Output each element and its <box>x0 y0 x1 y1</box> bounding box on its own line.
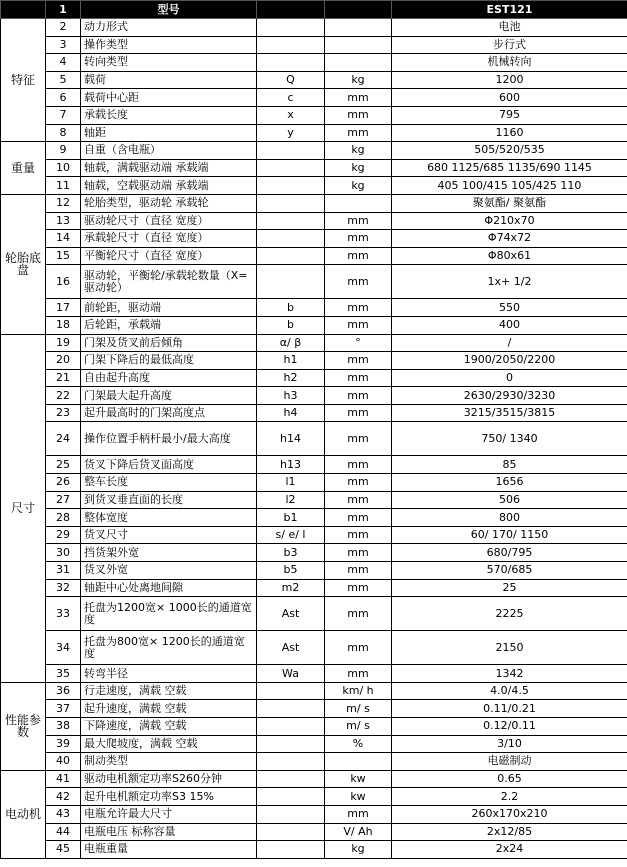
row-number-cell: 41 <box>46 770 81 788</box>
table-row <box>1 562 627 580</box>
unit-cell <box>325 19 392 37</box>
table-row <box>1 194 627 212</box>
item-name-cell: 驱动轮尺寸（直径 宽度） <box>81 212 257 230</box>
symbol-cell <box>257 718 325 736</box>
row-number-cell: 25 <box>46 456 81 474</box>
symbol-cell <box>257 194 325 212</box>
table-row <box>1 700 627 718</box>
table-row <box>1 299 627 317</box>
symbol-cell <box>257 36 325 54</box>
value-cell: 聚氨酯/ 聚氨酯 <box>392 194 627 212</box>
row-number-cell: 10 <box>46 159 81 177</box>
row-number-cell: 5 <box>46 71 81 89</box>
item-name-cell: 自由起升高度 <box>81 369 257 387</box>
symbol-cell: Q <box>257 71 325 89</box>
unit-cell: mm <box>325 597 392 631</box>
symbol-cell: h14 <box>257 422 325 456</box>
unit-cell: mm <box>325 579 392 597</box>
group-label: 电动机 <box>1 770 46 858</box>
table-row <box>1 265 627 299</box>
table-row <box>1 753 627 771</box>
group-label: 特征 <box>1 19 46 142</box>
symbol-cell <box>257 841 325 859</box>
item-name-cell: 承载轮尺寸（直径 宽度） <box>81 230 257 248</box>
unit-cell: mm <box>325 491 392 509</box>
row-number-cell: 22 <box>46 387 81 405</box>
row-number-cell: 28 <box>46 509 81 527</box>
item-name-cell: 电瓶允许最大尺寸 <box>81 805 257 823</box>
unit-cell: mm <box>325 665 392 683</box>
row-number-cell: 6 <box>46 89 81 107</box>
row-number-cell: 15 <box>46 247 81 265</box>
row-number-cell: 21 <box>46 369 81 387</box>
value-cell: 3215/3515/3815 <box>392 404 627 422</box>
value-cell: 680/795 <box>392 544 627 562</box>
item-name-cell: 货叉尺寸 <box>81 526 257 544</box>
row-number-cell: 32 <box>46 579 81 597</box>
row-number-cell: 38 <box>46 718 81 736</box>
value-cell: 60/ 170/ 1150 <box>392 526 627 544</box>
item-name-cell: 后轮距，承载端 <box>81 316 257 334</box>
value-cell: 3/10 <box>392 735 627 753</box>
table-row <box>1 159 627 177</box>
item-name-cell: 到货叉垂直面的长度 <box>81 491 257 509</box>
value-cell: Φ80x61 <box>392 247 627 265</box>
symbol-cell <box>257 212 325 230</box>
header-no: 1 <box>46 1 81 19</box>
item-name-cell: 前轮距，驱动端 <box>81 299 257 317</box>
unit-cell: mm <box>325 474 392 492</box>
table-row <box>1 665 627 683</box>
symbol-cell: α/ β <box>257 334 325 352</box>
value-cell: 750/ 1340 <box>392 422 627 456</box>
table-row <box>1 526 627 544</box>
item-name-cell: 整体宽度 <box>81 509 257 527</box>
value-cell: 2x24 <box>392 841 627 859</box>
symbol-cell: x <box>257 106 325 124</box>
symbol-cell: y <box>257 124 325 142</box>
value-cell: 1342 <box>392 665 627 683</box>
table-row <box>1 212 627 230</box>
value-cell: 步行式 <box>392 36 627 54</box>
row-number-cell: 9 <box>46 142 81 160</box>
value-cell: Φ74x72 <box>392 230 627 248</box>
table-row <box>1 387 627 405</box>
unit-cell: mm <box>325 369 392 387</box>
row-number-cell: 16 <box>46 265 81 299</box>
unit-cell: mm <box>325 352 392 370</box>
value-cell: 260x170x210 <box>392 805 627 823</box>
symbol-cell: m2 <box>257 579 325 597</box>
row-number-cell: 39 <box>46 735 81 753</box>
unit-cell: mm <box>325 509 392 527</box>
item-name-cell: 托盘为800宽× 1200长的通道宽度 <box>81 631 257 665</box>
item-name-cell: 平衡轮尺寸（直径 宽度） <box>81 247 257 265</box>
unit-cell: mm <box>325 230 392 248</box>
table-row <box>1 352 627 370</box>
table-row <box>1 544 627 562</box>
item-name-cell: 门架及货叉前后倾角 <box>81 334 257 352</box>
table-row <box>1 841 627 859</box>
unit-cell: mm <box>325 544 392 562</box>
row-number-cell: 13 <box>46 212 81 230</box>
unit-cell: mm <box>325 212 392 230</box>
symbol-cell <box>257 142 325 160</box>
row-number-cell: 42 <box>46 788 81 806</box>
unit-cell <box>325 36 392 54</box>
row-number-cell: 12 <box>46 194 81 212</box>
row-number-cell: 35 <box>46 665 81 683</box>
row-number-cell: 34 <box>46 631 81 665</box>
symbol-cell <box>257 230 325 248</box>
item-name-cell: 门架最大起升高度 <box>81 387 257 405</box>
value-cell: 1900/2050/2200 <box>392 352 627 370</box>
table-row <box>1 124 627 142</box>
value-cell: 2x12/85 <box>392 823 627 841</box>
value-cell: 2.2 <box>392 788 627 806</box>
value-cell: 1200 <box>392 71 627 89</box>
symbol-cell: Ast <box>257 631 325 665</box>
item-name-cell: 动力形式 <box>81 19 257 37</box>
item-name-cell: 操作类型 <box>81 36 257 54</box>
symbol-cell: b <box>257 316 325 334</box>
symbol-cell: h2 <box>257 369 325 387</box>
table-row <box>1 54 627 72</box>
row-number-cell: 7 <box>46 106 81 124</box>
table-row <box>1 823 627 841</box>
row-number-cell: 44 <box>46 823 81 841</box>
value-cell: 0.12/0.11 <box>392 718 627 736</box>
symbol-cell: h3 <box>257 387 325 405</box>
value-cell: 1656 <box>392 474 627 492</box>
table-row <box>1 474 627 492</box>
value-cell: 600 <box>392 89 627 107</box>
symbol-cell: h4 <box>257 404 325 422</box>
value-cell: 570/685 <box>392 562 627 580</box>
value-cell: 795 <box>392 106 627 124</box>
unit-cell: mm <box>325 299 392 317</box>
unit-cell <box>325 753 392 771</box>
symbol-cell <box>257 770 325 788</box>
value-cell: 505/520/535 <box>392 142 627 160</box>
value-cell: 800 <box>392 509 627 527</box>
item-name-cell: 轴载，空载驱动端 承载端 <box>81 177 257 195</box>
value-cell: 机械转向 <box>392 54 627 72</box>
value-cell: 405 100/415 105/425 110 <box>392 177 627 195</box>
unit-cell: mm <box>325 316 392 334</box>
item-name-cell: 整车长度 <box>81 474 257 492</box>
table-row <box>1 491 627 509</box>
value-cell: Φ210x70 <box>392 212 627 230</box>
item-name-cell: 操作位置手柄杆最小/最大高度 <box>81 422 257 456</box>
symbol-cell <box>257 788 325 806</box>
unit-cell: mm <box>325 265 392 299</box>
unit-cell: kg <box>325 71 392 89</box>
table-row <box>1 404 627 422</box>
value-cell: 2150 <box>392 631 627 665</box>
symbol-cell: Ast <box>257 597 325 631</box>
value-cell: 电磁制动 <box>392 753 627 771</box>
item-name-cell: 门架下降后的最低高度 <box>81 352 257 370</box>
row-number-cell: 43 <box>46 805 81 823</box>
row-number-cell: 23 <box>46 404 81 422</box>
row-number-cell: 19 <box>46 334 81 352</box>
item-name-cell: 制动类型 <box>81 753 257 771</box>
row-number-cell: 3 <box>46 36 81 54</box>
symbol-cell <box>257 54 325 72</box>
item-name-cell: 转弯半径 <box>81 665 257 683</box>
unit-cell: m/ s <box>325 718 392 736</box>
item-name-cell: 起升最高时的门架高度点 <box>81 404 257 422</box>
symbol-cell <box>257 823 325 841</box>
symbol-cell <box>257 735 325 753</box>
item-name-cell: 驱动轮，平衡轮/承载轮数量（X=驱动轮） <box>81 265 257 299</box>
item-name-cell: 挡货架外宽 <box>81 544 257 562</box>
symbol-cell: b3 <box>257 544 325 562</box>
row-number-cell: 29 <box>46 526 81 544</box>
table-row <box>1 579 627 597</box>
row-number-cell: 36 <box>46 682 81 700</box>
symbol-cell <box>257 682 325 700</box>
value-cell: 85 <box>392 456 627 474</box>
table-row <box>1 456 627 474</box>
group-label: 轮胎底盘 <box>1 194 46 334</box>
unit-cell: kw <box>325 770 392 788</box>
unit-cell: mm <box>325 805 392 823</box>
symbol-cell: l2 <box>257 491 325 509</box>
value-cell: 2225 <box>392 597 627 631</box>
table-row <box>1 509 627 527</box>
header-blank-sym <box>257 1 325 19</box>
table-row <box>1 89 627 107</box>
value-cell: / <box>392 334 627 352</box>
table-row <box>1 682 627 700</box>
symbol-cell: c <box>257 89 325 107</box>
value-cell: 550 <box>392 299 627 317</box>
table-row <box>1 718 627 736</box>
row-number-cell: 20 <box>46 352 81 370</box>
item-name-cell: 下降速度，满载 空载 <box>81 718 257 736</box>
symbol-cell <box>257 19 325 37</box>
item-name-cell: 托盘为1200宽× 1000长的通道宽度 <box>81 597 257 631</box>
symbol-cell <box>257 247 325 265</box>
symbol-cell: b <box>257 299 325 317</box>
table-row <box>1 19 627 37</box>
value-cell: 25 <box>392 579 627 597</box>
symbol-cell <box>257 805 325 823</box>
unit-cell: mm <box>325 631 392 665</box>
item-name-cell: 载荷中心距 <box>81 89 257 107</box>
row-number-cell: 4 <box>46 54 81 72</box>
value-cell: 0.65 <box>392 770 627 788</box>
item-name-cell: 轴距中心处离地间隙 <box>81 579 257 597</box>
row-number-cell: 30 <box>46 544 81 562</box>
symbol-cell: h1 <box>257 352 325 370</box>
symbol-cell: b5 <box>257 562 325 580</box>
symbol-cell <box>257 700 325 718</box>
unit-cell: kg <box>325 142 392 160</box>
row-number-cell: 2 <box>46 19 81 37</box>
header-blank <box>1 1 46 19</box>
unit-cell: kw <box>325 788 392 806</box>
table-row <box>1 36 627 54</box>
item-name-cell: 载荷 <box>81 71 257 89</box>
value-cell: 2630/2930/3230 <box>392 387 627 405</box>
group-label: 性能参数 <box>1 682 46 770</box>
unit-cell: mm <box>325 404 392 422</box>
row-number-cell: 8 <box>46 124 81 142</box>
unit-cell: mm <box>325 456 392 474</box>
row-number-cell: 11 <box>46 177 81 195</box>
table-row <box>1 106 627 124</box>
unit-cell: mm <box>325 106 392 124</box>
unit-cell: mm <box>325 562 392 580</box>
group-label: 重量 <box>1 142 46 195</box>
row-number-cell: 24 <box>46 422 81 456</box>
table-row <box>1 805 627 823</box>
value-cell: 0 <box>392 369 627 387</box>
table-row <box>1 247 627 265</box>
row-number-cell: 45 <box>46 841 81 859</box>
item-name-cell: 起升速度，满载 空载 <box>81 700 257 718</box>
value-cell: 1x+ 1/2 <box>392 265 627 299</box>
symbol-cell <box>257 177 325 195</box>
value-cell: 0.11/0.21 <box>392 700 627 718</box>
symbol-cell <box>257 265 325 299</box>
table-row <box>1 422 627 456</box>
item-name-cell: 电瓶电压 标称容量 <box>81 823 257 841</box>
header-model-label: 型号 <box>81 1 257 19</box>
row-number-cell: 33 <box>46 597 81 631</box>
unit-cell: mm <box>325 526 392 544</box>
table-row <box>1 316 627 334</box>
value-cell: 680 1125/685 1135/690 1145 <box>392 159 627 177</box>
table-row <box>1 369 627 387</box>
item-name-cell: 轮胎类型，驱动轮 承载轮 <box>81 194 257 212</box>
item-name-cell: 转向类型 <box>81 54 257 72</box>
value-cell: 506 <box>392 491 627 509</box>
table-row <box>1 631 627 665</box>
row-number-cell: 37 <box>46 700 81 718</box>
item-name-cell: 货叉下降后货叉面高度 <box>81 456 257 474</box>
item-name-cell: 承载长度 <box>81 106 257 124</box>
value-cell: 电池 <box>392 19 627 37</box>
unit-cell: m/ s <box>325 700 392 718</box>
symbol-cell: b1 <box>257 509 325 527</box>
table-row <box>1 770 627 788</box>
row-number-cell: 26 <box>46 474 81 492</box>
value-cell: 4.0/4.5 <box>392 682 627 700</box>
symbol-cell <box>257 753 325 771</box>
unit-cell: kg <box>325 841 392 859</box>
unit-cell: mm <box>325 422 392 456</box>
table-row <box>1 788 627 806</box>
unit-cell: km/ h <box>325 682 392 700</box>
row-number-cell: 18 <box>46 316 81 334</box>
unit-cell: mm <box>325 89 392 107</box>
item-name-cell: 行走速度，满载 空载 <box>81 682 257 700</box>
item-name-cell: 最大爬坡度，满载 空载 <box>81 735 257 753</box>
item-name-cell: 自重（含电瓶） <box>81 142 257 160</box>
unit-cell: ° <box>325 334 392 352</box>
table-row <box>1 230 627 248</box>
unit-cell: mm <box>325 387 392 405</box>
table-row <box>1 334 627 352</box>
symbol-cell <box>257 159 325 177</box>
header-model: EST121 <box>392 1 627 19</box>
table-row <box>1 597 627 631</box>
table-row <box>1 735 627 753</box>
unit-cell <box>325 54 392 72</box>
item-name-cell: 轴载，满载驱动端 承载端 <box>81 159 257 177</box>
unit-cell: % <box>325 735 392 753</box>
symbol-cell: h13 <box>257 456 325 474</box>
item-name-cell: 货叉外宽 <box>81 562 257 580</box>
symbol-cell: Wa <box>257 665 325 683</box>
row-number-cell: 31 <box>46 562 81 580</box>
row-number-cell: 27 <box>46 491 81 509</box>
table-row <box>1 177 627 195</box>
table-row <box>1 71 627 89</box>
row-number-cell: 40 <box>46 753 81 771</box>
unit-cell: kg <box>325 159 392 177</box>
symbol-cell: l1 <box>257 474 325 492</box>
header-blank-unit <box>325 1 392 19</box>
item-name-cell: 起升电机额定功率S3 15% <box>81 788 257 806</box>
item-name-cell: 驱动电机额定功率S260分钟 <box>81 770 257 788</box>
value-cell: 400 <box>392 316 627 334</box>
symbol-cell: s/ e/ l <box>257 526 325 544</box>
row-number-cell: 14 <box>46 230 81 248</box>
row-number-cell: 17 <box>46 299 81 317</box>
table-row <box>1 142 627 160</box>
group-label: 尺寸 <box>1 334 46 682</box>
item-name-cell: 轴距 <box>81 124 257 142</box>
unit-cell: mm <box>325 247 392 265</box>
unit-cell: V/ Ah <box>325 823 392 841</box>
value-cell: 1160 <box>392 124 627 142</box>
unit-cell <box>325 194 392 212</box>
unit-cell: kg <box>325 177 392 195</box>
unit-cell: mm <box>325 124 392 142</box>
header-row <box>1 1 627 19</box>
item-name-cell: 电瓶重量 <box>81 841 257 859</box>
